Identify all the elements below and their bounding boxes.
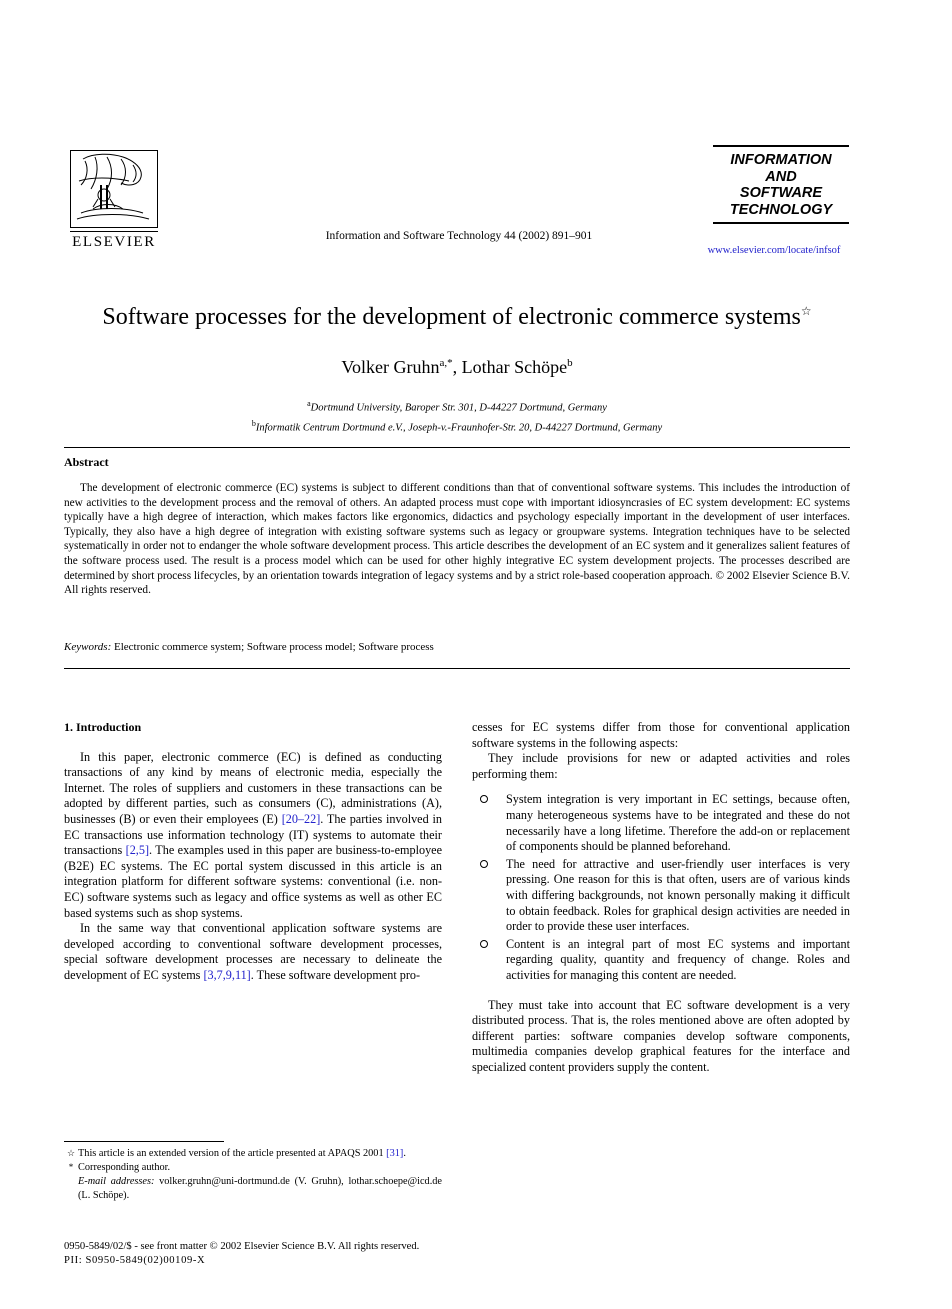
affiliation-a-text: Dortmund University, Baroper Str. 301, D-44227 Dortmund, Germany — [310, 402, 607, 414]
paragraph-intro-2-part-a: In the same way that conventional application software systems are developed according to conventional software development processes, special software development processes are necessary to delineate the development of EC systems — [64, 921, 442, 982]
circle-bullet-icon — [480, 795, 488, 803]
affiliation-b — [64, 416, 850, 436]
footnote-3-label: E-mail addresses: — [78, 1176, 155, 1188]
page-footer — [64, 1240, 564, 1268]
copyright-line: 0950-5849/02/$ - see front matter © 2002 Elsevier Science B.V. All rights reserved. — [64, 1241, 420, 1252]
body-column-right — [472, 720, 850, 1075]
author-2-affiliation-marker: b — [567, 357, 573, 369]
abstract-top-divider — [64, 447, 850, 448]
paragraph-intro-1-part-a: In this paper, electronic commerce (EC) is defined as conducting transactions of any kind by means of electronic media, especially the Internet. The roles of suppliers and customers in these transactions can be adopted by different parties, such as consumers (C), administrations (A), businesses (B) or even their employees (E) — [64, 749, 442, 826]
footnote-1-text-b: . — [403, 1148, 406, 1159]
paragraph-right-2: They include provisions for new or adapted activities and roles performing them: — [472, 751, 850, 781]
list-item-text: The need for attractive and user-friendly user interfaces is very pressing. One reason for this is that often, users are of various kinds with differing backgrounds, not known personally making it difficult to obtain feedback. Roles for graphical design activities are needed in order to provide these user interfaces. — [506, 856, 850, 934]
paragraph-intro-1-part-c: . The examples used in this paper are business-to-employee (B2E) EC systems. The EC portal system discussed in this article is an integration platform for different software systems: conventional (i.e. non-EC) software systems such as legacy and office systems as well as other EC based systems such as shop systems. — [64, 843, 442, 920]
journal-url-link[interactable]: www.elsevier.com/locate/infsof — [707, 245, 841, 256]
author-list — [64, 357, 850, 378]
author-2-name: Lothar Schöpe — [461, 357, 568, 377]
elsevier-tree-icon — [70, 150, 158, 228]
author-1-name: Volker Gruhn — [341, 357, 440, 377]
paragraph-intro-1-part-b: . The parties involved in EC transactions use information technology (IT) systems to automate their transactions — [64, 811, 442, 858]
paragraph-intro-2-part-b: . These software development pro- — [250, 967, 421, 982]
title-footnote-marker: ☆ — [800, 304, 812, 318]
list-item — [472, 792, 850, 854]
author-separator: , — [452, 357, 462, 377]
journal-logo — [713, 145, 849, 224]
journal-logo-line-3: SOFTWARE — [739, 185, 823, 201]
citation-20-22[interactable]: [20–22] — [281, 811, 321, 826]
keywords-value: Electronic commerce system; Software process model; Software process — [111, 641, 434, 653]
journal-logo-line-1: INFORMATION — [730, 152, 832, 168]
author-1-affiliation-marker: a,* — [439, 357, 453, 369]
paragraph-intro-2 — [64, 921, 442, 983]
journal-reference: Information and Software Technology 44 (2002) 891–901 — [325, 230, 593, 242]
citation-31[interactable]: [31] — [386, 1148, 404, 1159]
affiliation-b-marker: b — [251, 418, 256, 428]
pii-line: PII: S0950-5849(02)00109-X — [64, 1255, 206, 1266]
elsevier-wordmark: ELSEVIER — [70, 231, 158, 251]
citation-2-5[interactable]: [2,5] — [125, 843, 150, 858]
elsevier-logo — [64, 150, 164, 251]
journal-logo-line-4: TECHNOLOGY — [729, 201, 833, 218]
journal-header — [64, 140, 849, 260]
footnote-2-marker: * — [68, 1162, 74, 1173]
circle-bullet-icon — [480, 860, 488, 868]
footnote-1-text-a: This article is an extended version of the article presented at APAQS 2001 — [78, 1148, 387, 1159]
journal-logo-line-2: AND — [765, 168, 797, 185]
affiliation-a — [64, 396, 850, 416]
keywords-label: Keywords: — [64, 641, 112, 653]
bullet-list — [472, 792, 850, 983]
paragraph-right-1: cesses for EC systems differ from those for conventional application software systems in the following aspects: — [472, 720, 850, 750]
page-title — [64, 296, 850, 332]
circle-bullet-icon — [480, 940, 488, 948]
footnote-divider — [64, 1141, 224, 1142]
paragraph-right-3: They must take into account that EC software development is a very distributed process. That is, the roles mentioned above are often adopted by different parties: software companies develop software components, multimedia companies develop graphical features for the interface and specialized content providers supply the content. — [472, 997, 850, 1074]
abstract-text: The development of electronic commerce (EC) systems is subject to different conditions than that of conventional software systems. This includes the introduction of new activities to the development process and the removal of others. An adapted process must cope with important idiosyncrasies of EC system development: EC systems typically have a high degree of interaction, which makes factors like ergonomics, didactics and psychology especially important in the development of user interfaces. Typically, they also have a high degree of integration with existing software systems such as legacy or groupware systems. Integration techniques have to be selected systematically in order not to endanger the whole software development process. This article describes the development of an EC system and it generalizes salient features of the software process used. The result is a process model which can be used for other highly integrative EC system development projects. The processes described are determined by short process lifecycles, by an orientation towards integration of legacy systems and by a strict role-based cooperation approach. © 2002 Elsevier Science B.V. All rights reserved. — [64, 482, 850, 597]
footnote-1-marker: ☆ — [66, 1148, 76, 1158]
abstract-heading: Abstract — [64, 455, 109, 469]
footnote-2-text: Corresponding author. — [78, 1162, 171, 1174]
list-item-text: Content is an integral part of most EC systems and important regarding quality, quantity and frequency of change. Roles and activities for managing this content are needed. — [506, 936, 850, 982]
section-heading-introduction: 1. Introduction — [64, 720, 142, 734]
list-item — [472, 937, 850, 984]
list-item — [472, 857, 850, 935]
affiliation-b-text: Informatik Centrum Dortmund e.V., Joseph-v.-Fraunhofer-Str. 20, D-44227 Dortmund, Germany — [255, 422, 663, 433]
body-column-left — [64, 720, 442, 984]
affiliation-list — [64, 396, 850, 435]
footnote-3-text: volker.gruhn@uni-dortmund.de (V. Gruhn), lothar.schoepe@icd.de (L. Schöpe). — [78, 1176, 442, 1201]
list-item-text: System integration is very important in EC settings, because often, many heterogeneous systems have to be integrated and these do not necessarily have a long lifetime. Therefore the add-on or replacement of components should be planned beforehand. — [506, 792, 850, 854]
citation-3-7-9-11[interactable]: [3,7,9,11] — [203, 967, 251, 982]
footnote-block — [64, 1147, 442, 1203]
footnote-1 — [64, 1147, 442, 1160]
paragraph-intro-1 — [64, 750, 442, 922]
abstract-bottom-divider — [64, 668, 850, 669]
keywords — [64, 641, 850, 653]
footnote-3 — [64, 1175, 442, 1201]
footnote-2 — [64, 1161, 442, 1174]
article-title: Software processes for the development of electronic commerce systems — [102, 304, 801, 330]
affiliation-a-marker: a — [307, 399, 311, 408]
